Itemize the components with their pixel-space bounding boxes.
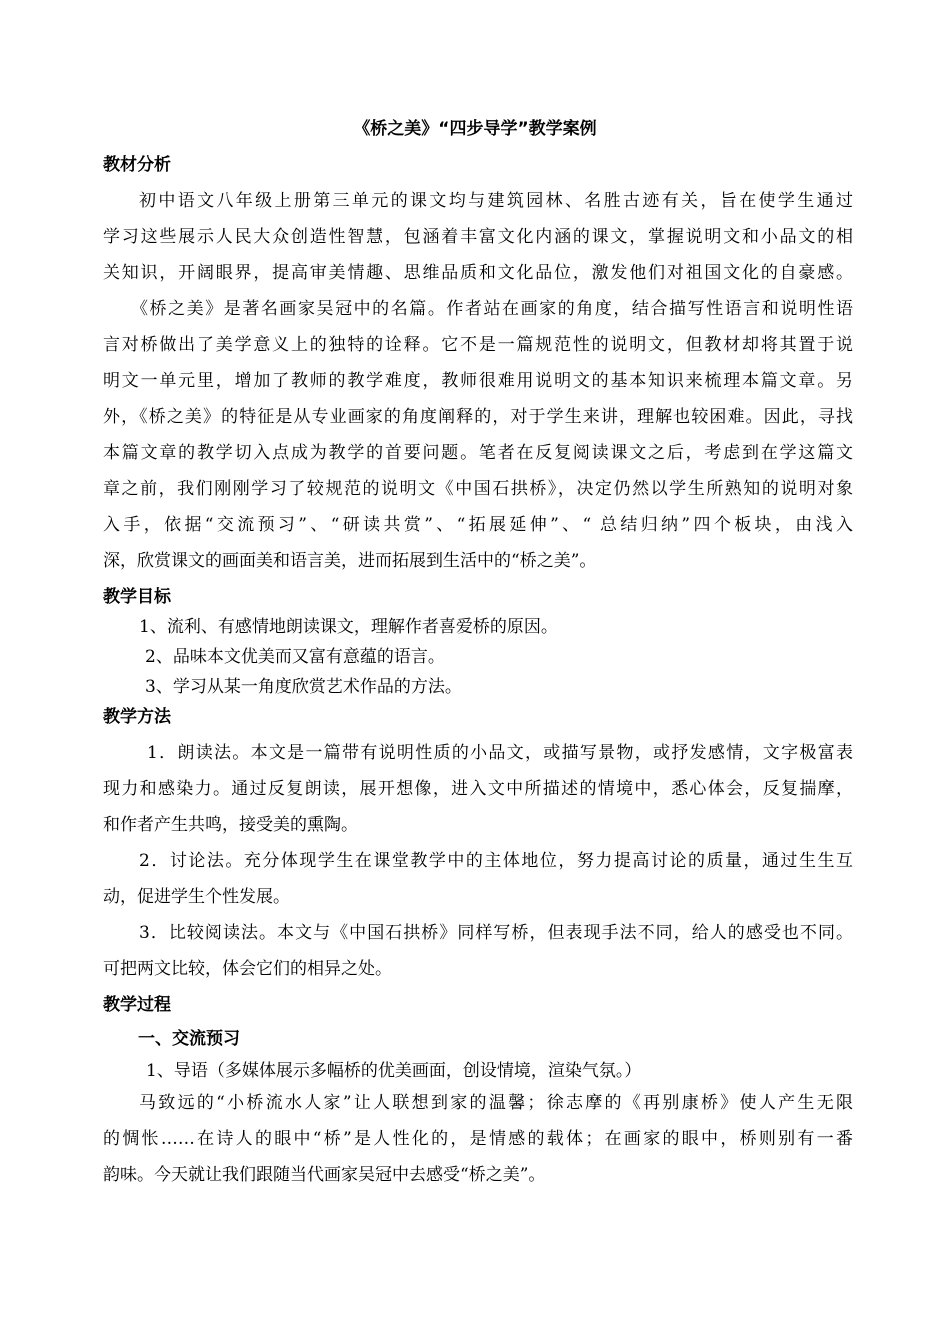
- step-heading: 一、交流预习: [138, 1029, 240, 1049]
- intro-item: 1、导语（多媒体展示多幅桥的优美画面，创设情境，渲染气氛。）: [146, 1061, 642, 1081]
- goal-item: 3、学习从某一角度欣赏艺术作品的方法。: [145, 677, 462, 697]
- text-line: 本篇文章的教学切入点成为教学的首要问题。笔者在反复阅读课文之后，考虑到在学这篇文: [103, 443, 853, 463]
- text-line: 明文一单元里，增加了教师的教学难度，教师很难用说明文的基本知识来梳理本篇文章。另: [103, 371, 853, 391]
- goal-item: 1、流利、有感情地朗读课文，理解作者喜爱桥的原因。: [139, 617, 558, 637]
- text-line: 学习这些展示人民大众创造性智慧，包涵着丰富文化内涵的课文，掌握说明文和小品文的相: [103, 227, 853, 247]
- text-line: 关知识，开阔眼界，提高审美情趣、思维品质和文化品位，激发他们对祖国文化的自豪感。: [103, 263, 853, 283]
- text-line: 2．讨论法。充分体现学生在课堂教学中的主体地位，努力提高讨论的质量，通过生生互: [139, 851, 853, 871]
- text-line: 言对桥做出了美学意义上的独特的诠释。它不是一篇规范性的说明文，但教材却将其置于说: [103, 335, 853, 355]
- text-line: 现力和感染力。通过反复朗读，展开想像，进入文中所描述的情境中，悉心体会，反复揣摩，: [103, 779, 853, 799]
- document-title: 《桥之美》“四步导学”教学案例: [353, 119, 597, 139]
- goal-item: 2、品味本文优美而又富有意蕴的语言。: [145, 647, 445, 667]
- text-line: 的惆怅……在诗人的眼中“桥”是人性化的，是情感的载体；在画家的眼中，桥则别有一番: [103, 1129, 853, 1149]
- heading-methods: 教学方法: [103, 707, 171, 727]
- heading-goals: 教学目标: [103, 587, 171, 607]
- text-line: 可把两文比较，体会它们的相异之处。: [103, 959, 392, 979]
- text-line: 和作者产生共鸣，接受美的熏陶。: [103, 815, 358, 835]
- text-line: 深，欣赏课文的画面美和语言美，进而拓展到生活中的“桥之美”。: [103, 551, 597, 571]
- text-line: 马致远的“小桥流水人家”让人联想到家的温馨；徐志摩的《再别康桥》使人产生无限: [139, 1093, 853, 1113]
- text-line: 动，促进学生个性发展。: [103, 887, 290, 907]
- text-line: 韵味。今天就让我们跟随当代画家吴冠中去感受“桥之美”。: [103, 1165, 546, 1185]
- text-line: 初中语文八年级上册第三单元的课文均与建筑园林、名胜古迹有关，旨在使学生通过: [139, 191, 853, 211]
- text-line: 《桥之美》是著名画家吴冠中的名篇。作者站在画家的角度，结合描写性语言和说明性语: [131, 299, 853, 319]
- heading-process: 教学过程: [103, 995, 171, 1015]
- text-line: 入手，依据“交流预习”、“研读共赏”、“拓展延伸”、“ 总结归纳”四个板块，由浅入: [103, 515, 853, 535]
- text-line: 1．朗读法。本文是一篇带有说明性质的小品文，或描写景物，或抒发感情，文字极富表: [147, 743, 853, 763]
- text-line: 章之前，我们刚刚学习了较规范的说明文《中国石拱桥》，决定仍然以学生所熟知的说明对象: [103, 479, 853, 499]
- heading-analysis: 教材分析: [103, 155, 171, 175]
- text-line: 3．比较阅读法。本文与《中国石拱桥》同样写桥，但表现手法不同，给人的感受也不同。: [139, 923, 853, 943]
- text-line: 外，《桥之美》的特征是从专业画家的角度阐释的，对于学生来讲，理解也较困难。因此，寻找: [103, 407, 853, 427]
